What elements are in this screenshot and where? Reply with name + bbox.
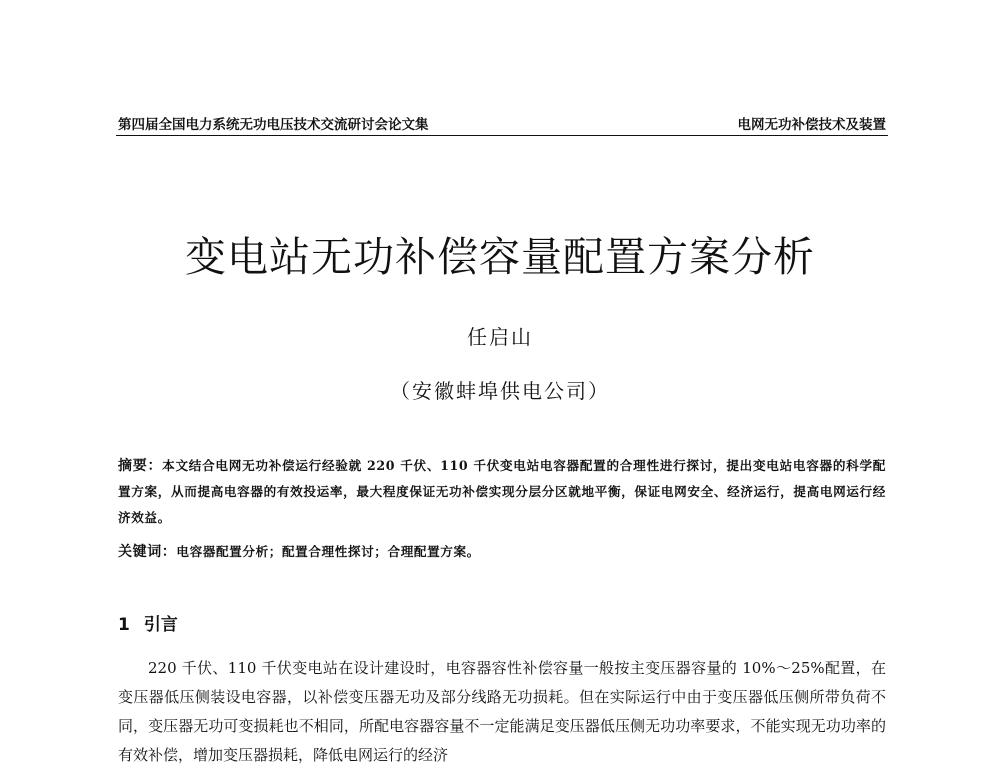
section-heading: [118, 610, 718, 635]
header-section-title: 电网无功补偿技术及装置: [737, 117, 886, 133]
abstract-label: 摘要：: [118, 458, 163, 474]
keywords: [118, 539, 886, 565]
section-title: 引言: [143, 615, 178, 635]
header-rule: [116, 135, 888, 136]
keywords-text: 电容器配置分析；配置合理性探讨；合理配置方案。: [176, 544, 480, 559]
abstract: [118, 453, 886, 531]
keywords-label: 关键词：: [118, 544, 177, 560]
paper-title: 变电站无功补偿容量配置方案分析: [185, 233, 815, 281]
running-header: [118, 113, 886, 135]
abstract-text: 本文结合电网无功补偿运行经验就 220 千伏、110 千伏变电站电容器配置的合理性进行探讨，提出变电站电容器的科学配置方案，从而提高电容器的有效投运率，最大程度保证无功补偿实现分层分区就地平衡，保证电网安全、经济运行，提高电网运行经济效益。: [118, 458, 886, 525]
body-paragraph: 220 千伏、110 千伏变电站在设计建设时，电容器容性补偿容量一般按主变压器容量的 10%～25%配置，在变压器低压侧装设电容器，以补偿变压器无功及部分线路无功损耗。但在实际运行中由于变压器低压侧所带负荷不同，变压器无功可变损耗也不相同，所配电容器容量不一定能满足变压器低压侧无功功率要求，不能实现无功功率的有效补偿，增加变压器损耗，降低电网运行的经济: [118, 659, 886, 764]
author-name: 任启山: [467, 325, 533, 349]
section-number: 1: [118, 615, 130, 635]
header-proceedings-title: 第四届全国电力系统无功电压技术交流研讨会论文集: [118, 117, 429, 133]
author-affiliation: （安徽蚌埠供电公司）: [390, 379, 610, 403]
